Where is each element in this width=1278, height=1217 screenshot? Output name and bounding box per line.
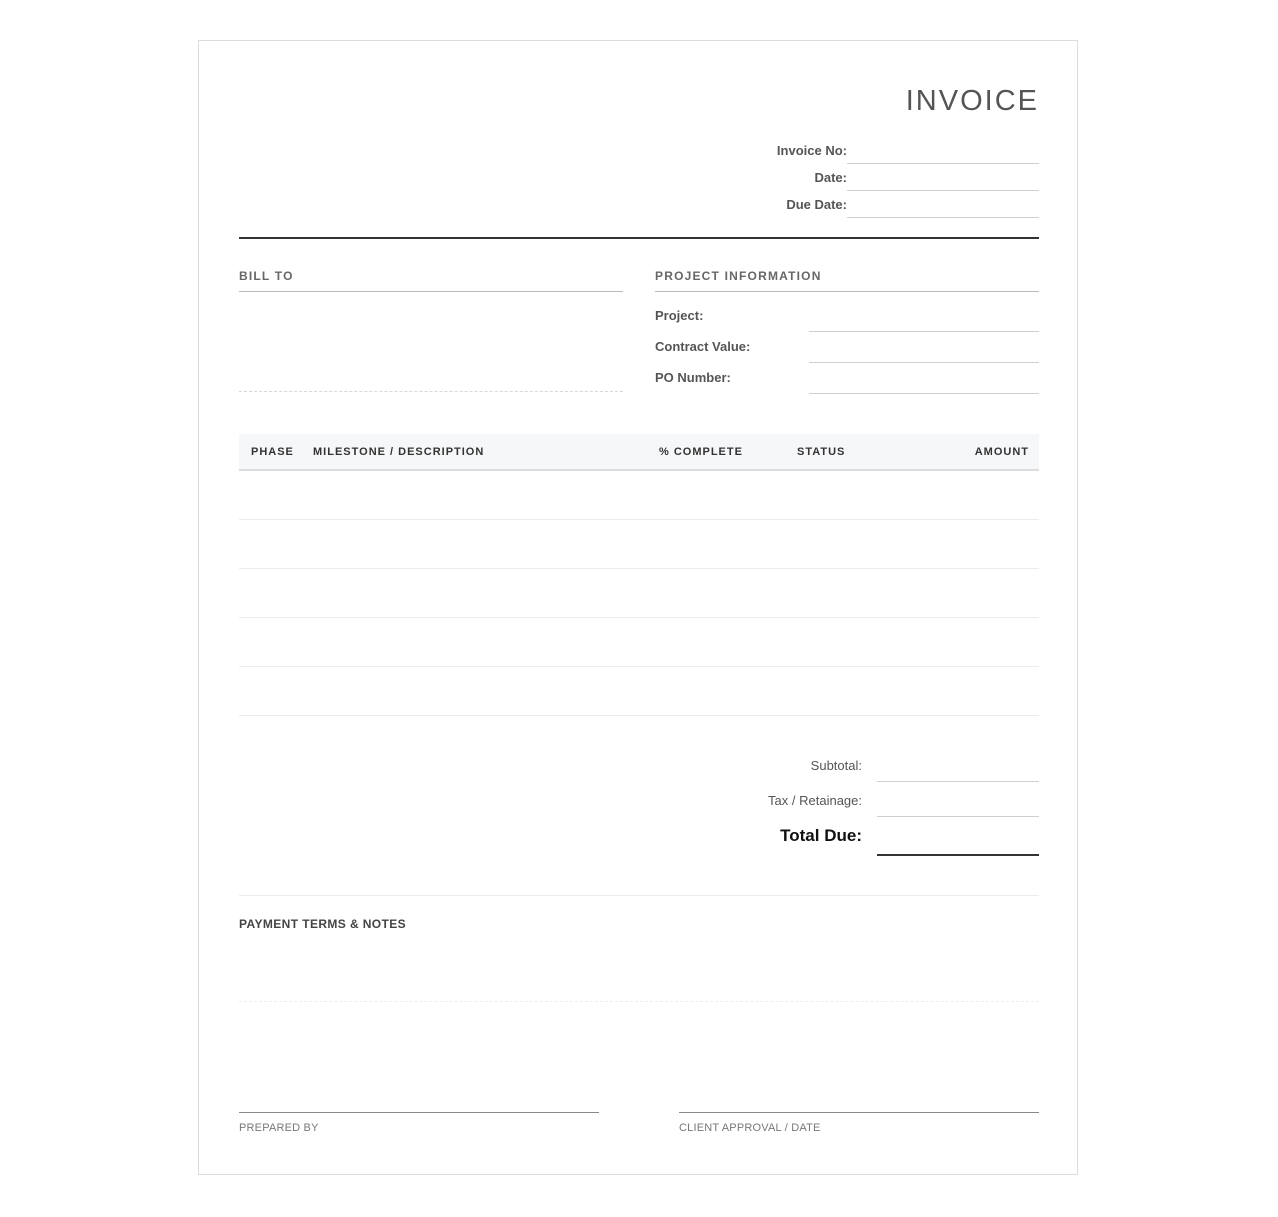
invoice-no-field[interactable]: [847, 137, 1039, 164]
table-header: [239, 434, 1039, 471]
subtotal-label: Subtotal:: [810, 758, 862, 773]
invoice-sheet: [198, 40, 1078, 1175]
invoice-title: INVOICE: [905, 85, 1039, 117]
invoice-content: [239, 41, 1039, 1174]
date-row: [639, 164, 1039, 191]
subtotal-field[interactable]: [877, 751, 1039, 782]
total-due-label: Total Due:: [780, 826, 862, 845]
header-status: STATUS: [797, 445, 846, 458]
contract-value-row: [655, 332, 1039, 363]
date-field[interactable]: [847, 164, 1039, 191]
project-info-heading: PROJECT INFORMATION: [655, 269, 1039, 292]
tax-label: Tax / Retainage:: [768, 793, 862, 808]
table-row[interactable]: [239, 667, 1039, 716]
tax-row: [639, 782, 1039, 817]
bill-to-heading: BILL TO: [239, 269, 623, 292]
table-row[interactable]: [239, 618, 1039, 667]
milestone-table: [239, 434, 1039, 716]
due-date-row: [639, 191, 1039, 218]
date-label: Date:: [814, 170, 847, 185]
po-number-field[interactable]: [809, 393, 1039, 394]
totals-divider: [239, 895, 1039, 896]
header-phase: PHASE: [251, 445, 294, 458]
prepared-by-signature: PREPARED BY: [239, 1112, 599, 1134]
table-row[interactable]: [239, 520, 1039, 569]
total-due-field[interactable]: [877, 816, 1039, 856]
header-percent-complete: % COMPLETE: [659, 445, 743, 458]
subtotal-row: [639, 751, 1039, 782]
project-info: [655, 301, 1039, 394]
payment-terms-heading: PAYMENT TERMS & NOTES: [239, 917, 407, 931]
table-row[interactable]: [239, 569, 1039, 618]
bill-to-field[interactable]: [239, 291, 623, 392]
header-divider: [239, 237, 1039, 239]
payment-terms-field[interactable]: [239, 941, 1039, 1002]
total-due-row: [639, 817, 1039, 856]
po-number-row: [655, 363, 1039, 394]
invoice-meta: [639, 137, 1039, 218]
po-number-label: PO Number:: [655, 370, 731, 385]
header-amount: AMOUNT: [974, 445, 1029, 458]
invoice-no-row: [639, 137, 1039, 164]
invoice-no-label: Invoice No:: [776, 143, 847, 158]
table-row[interactable]: [239, 471, 1039, 520]
due-date-field[interactable]: [847, 191, 1039, 218]
tax-field[interactable]: [877, 786, 1039, 817]
contract-value-label: Contract Value:: [655, 339, 751, 354]
project-row: [655, 301, 1039, 332]
project-label: Project:: [655, 308, 704, 323]
due-date-label: Due Date:: [786, 197, 847, 212]
totals: [639, 751, 1039, 856]
header-description: MILESTONE / DESCRIPTION: [313, 445, 485, 458]
client-approval-signature: CLIENT APPROVAL / DATE: [679, 1112, 1039, 1134]
